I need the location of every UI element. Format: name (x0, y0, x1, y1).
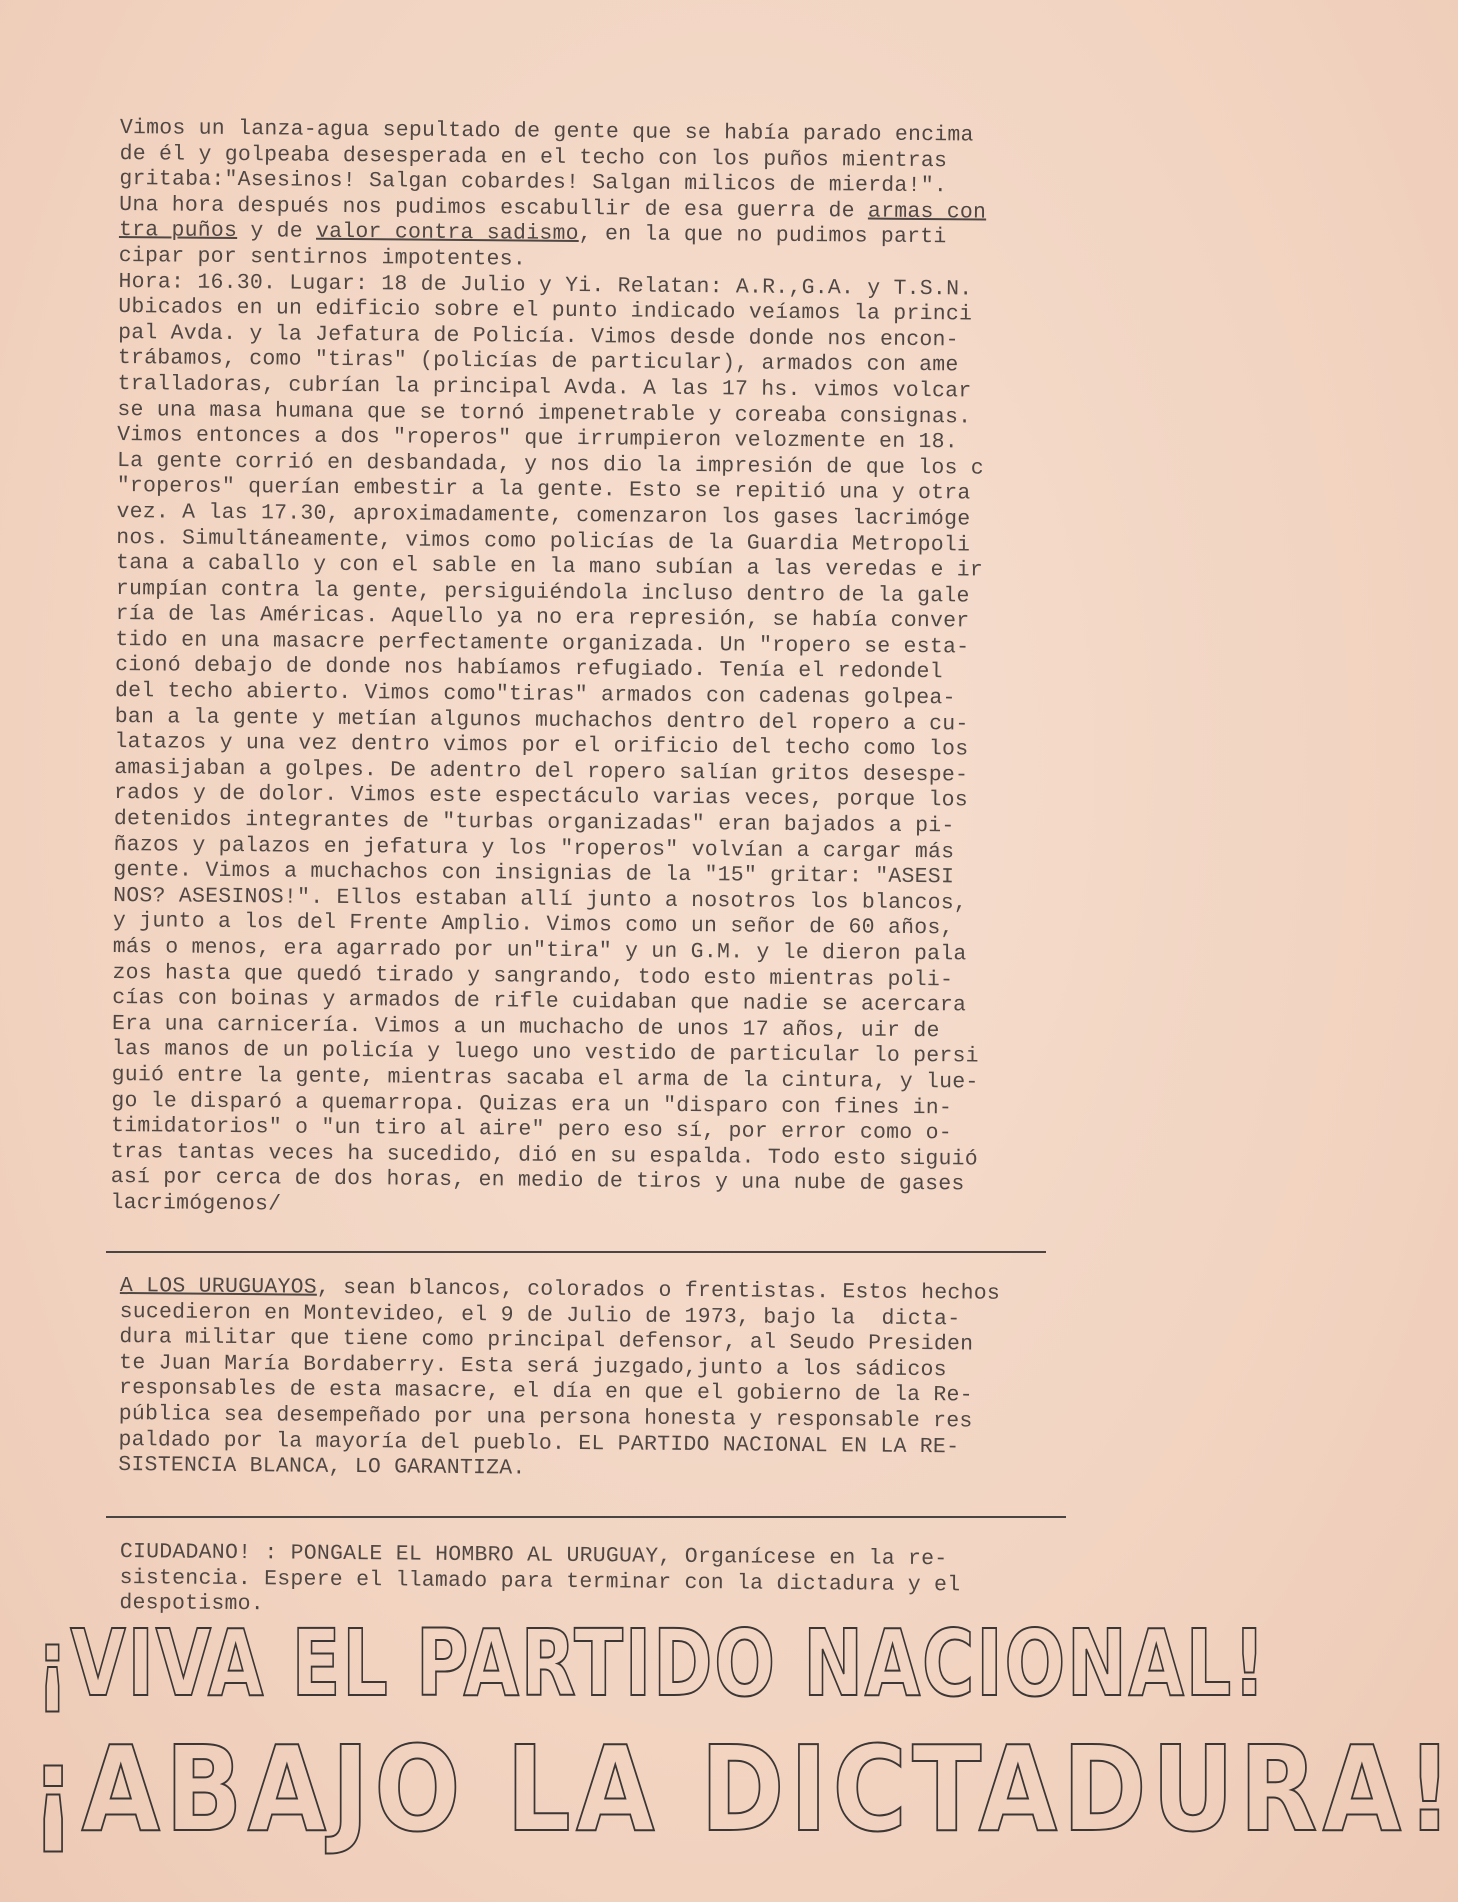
report-line: timidatorios" o "un tiro al aire" pero eso sí, por error como o- (111, 1114, 952, 1146)
report-line: Vimos un lanza-agua sepultado de gente que se había parado encima (119, 116, 974, 148)
appeal-line: dura militar que tiene como principal defensor, al Seudo Presiden (119, 1325, 974, 1357)
appeal-first-rest: , sean blancos, colorados o frentistas. Estos hechos (316, 1275, 1001, 1306)
report-line: ban a la gente y metían algunos muchachos dentro del ropero a cu- (114, 704, 969, 737)
report-line: tido en una masacre perfectamente organizada. Un "ropero se esta- (115, 627, 970, 660)
report-line: vez. A las 17.30, aproximadamente, comenzaron los gases lacrimóge (116, 499, 971, 532)
report-line: rumpían contra la gente, persiguiéndola incluso dentro de la gale (115, 576, 970, 609)
appeal-lead: A LOS URUGUAYOS (119, 1274, 318, 1300)
report-line: ñazos y palazos en jefatura y los "roperos" volvían a cargar más (113, 832, 955, 864)
report-line: Una hora después nos pudimos escabullir de esa guerra de armas con (119, 192, 987, 225)
slogan-viva-partido: ¡VIVA EL PARTIDO NACIONAL! (36, 1610, 1268, 1717)
report-line: guió entre la gente, mientras sacaba el arma de la cintura, y lue- (111, 1062, 979, 1095)
report-line: tra puños y de valor contra sadismo, en la que no pudimos parti (118, 218, 947, 250)
report-line: y junto a los del Frente Amplio. Vimos como un señor de 60 años, (112, 909, 954, 941)
report-line: NOS? ASESINOS!". Ellos estaban allí junto a nosotros los blancos, (113, 883, 968, 916)
report-line: latazos y una vez dentro vimos por el orificio del techo como los (114, 730, 969, 762)
report-line: del techo abierto. Vimos como"tiras" armados con cadenas golpea- (114, 679, 956, 711)
report-line: La gente corrió en desbandada, y nos dio la impresión de que los c (116, 448, 985, 481)
appeal-to-uruguayans (118, 1274, 1080, 1487)
slogan-abajo-dictadura: ¡ABAJO LA DICTADURA! (30, 1720, 1458, 1858)
report-line: más o menos, era agarrado por un"tira" y un G.M. y le dieron pala (112, 934, 967, 967)
report-line: cionó debajo de donde nos habíamos refugiado. Tenía el redondel (115, 653, 943, 685)
divider-rule (106, 1516, 1066, 1518)
report-line: ría de las Américas. Aquello ya no era represión, se había conver (115, 602, 970, 634)
report-line: pal Avda. y la Jefatura de Policía. Vimos desde donde nos encon- (118, 320, 959, 353)
report-line: cipar por sentirnos impotentes. (118, 243, 527, 272)
report-line: tralladoras, cubrían la principal Avda. A las 17 hs. vimos volcar (117, 371, 972, 404)
citizen-line: despotismo. (119, 1591, 265, 1617)
report-line: se una masa humana que se tornó impenetrable y coreaba consignas. (117, 397, 972, 429)
report-line: de él y golpeaba desesperada en el techo con los puños mientras (119, 141, 948, 173)
report-line: amasijaban a golpes. De adentro del ropero salían gritos desespe- (114, 755, 969, 788)
report-line: "roperos" querían embestir a la gente. Esto se repitió una y otra (116, 474, 971, 506)
report-line: Hora: 16.30. Lugar: 18 de Julio y Yi. Relatan: A.R.,G.A. y T.S.N. (118, 269, 973, 302)
report-line: go le disparó a quemarropa. Quizas era un "disparo con fines in- (111, 1088, 953, 1120)
report-line: gente. Vimos a muchachos con insignias de la "15" gritar: "ASESI (113, 858, 955, 890)
citizen-line: CIUDADANO! : PONGALE EL HOMBRO AL URUGUAY, Organícese en la re- (119, 1540, 948, 1572)
citizen-line: sistencia. Espere el llamado para terminar con la dictadura y el (119, 1565, 961, 1597)
report-line: Era una carnicería. Vimos a un muchacho de unos 17 años, uir de (111, 1011, 940, 1043)
report-line: lacrimógenos/ (110, 1190, 282, 1217)
report-line: cías con boinas y armados de rifle cuidaban que nadie se acercara (112, 986, 967, 1018)
appeal-line: SISTENCIA BLANCA, LO GARANTIZA. (118, 1453, 526, 1481)
report-line: tana a caballo y con el sable en la mano subían a las veredas e ir (115, 551, 984, 583)
report-line: tras tantas veces ha sucedido, dió en su espalda. Todo esto siguió (110, 1139, 979, 1172)
report-line: detenidos integrantes de "turbas organizadas" eran bajados a pi- (113, 807, 955, 839)
report-line: trábamos, como "tiras" (policías de particular), armados con ame (117, 346, 959, 378)
report-line: zos hasta que quedó tirado y sangrando, todo esto mientras poli- (112, 960, 954, 992)
appeal-line: sucedieron en Montevideo, el 9 de Julio de 1973, bajo la dicta- (119, 1299, 961, 1331)
appeal-line: responsables de esta masacre, el día en que el gobierno de la Re- (118, 1376, 973, 1408)
report-line: nos. Simultáneamente, vimos como policías de la Guardia Metropoli (116, 525, 971, 557)
appeal-line: pública sea desempeñado por una persona honesta y responsable res (118, 1401, 973, 1434)
appeal-line: te Juan María Bordaberry. Esta será juzgado,junto a los sádicos (119, 1350, 947, 1382)
report-line: las manos de un policía y luego uno vestido de particular lo persi (111, 1037, 979, 1069)
divider-rule (106, 1251, 1046, 1253)
report-line: Vimos entonces a dos "roperos" que irrumpieron velozmente en 18. (117, 423, 959, 455)
report-line: Ubicados en un edificio sobre el punto indicado veíamos la princi (118, 295, 973, 327)
report-line: gritaba:"Asesinos! Salgan cobardes! Salgan milicos de mierda!". (119, 167, 948, 199)
report-line: así por cerca de dos horas, en medio de tiros y una nube de gases (110, 1165, 965, 1197)
report-line: rados y de dolor. Vimos este espectáculo varias veces, porque los (113, 781, 969, 813)
appeal-line: paldado por la mayoría del pueblo. EL PARTIDO NACIONAL EN LA RE- (118, 1427, 960, 1459)
eyewitness-report (110, 116, 1080, 1225)
